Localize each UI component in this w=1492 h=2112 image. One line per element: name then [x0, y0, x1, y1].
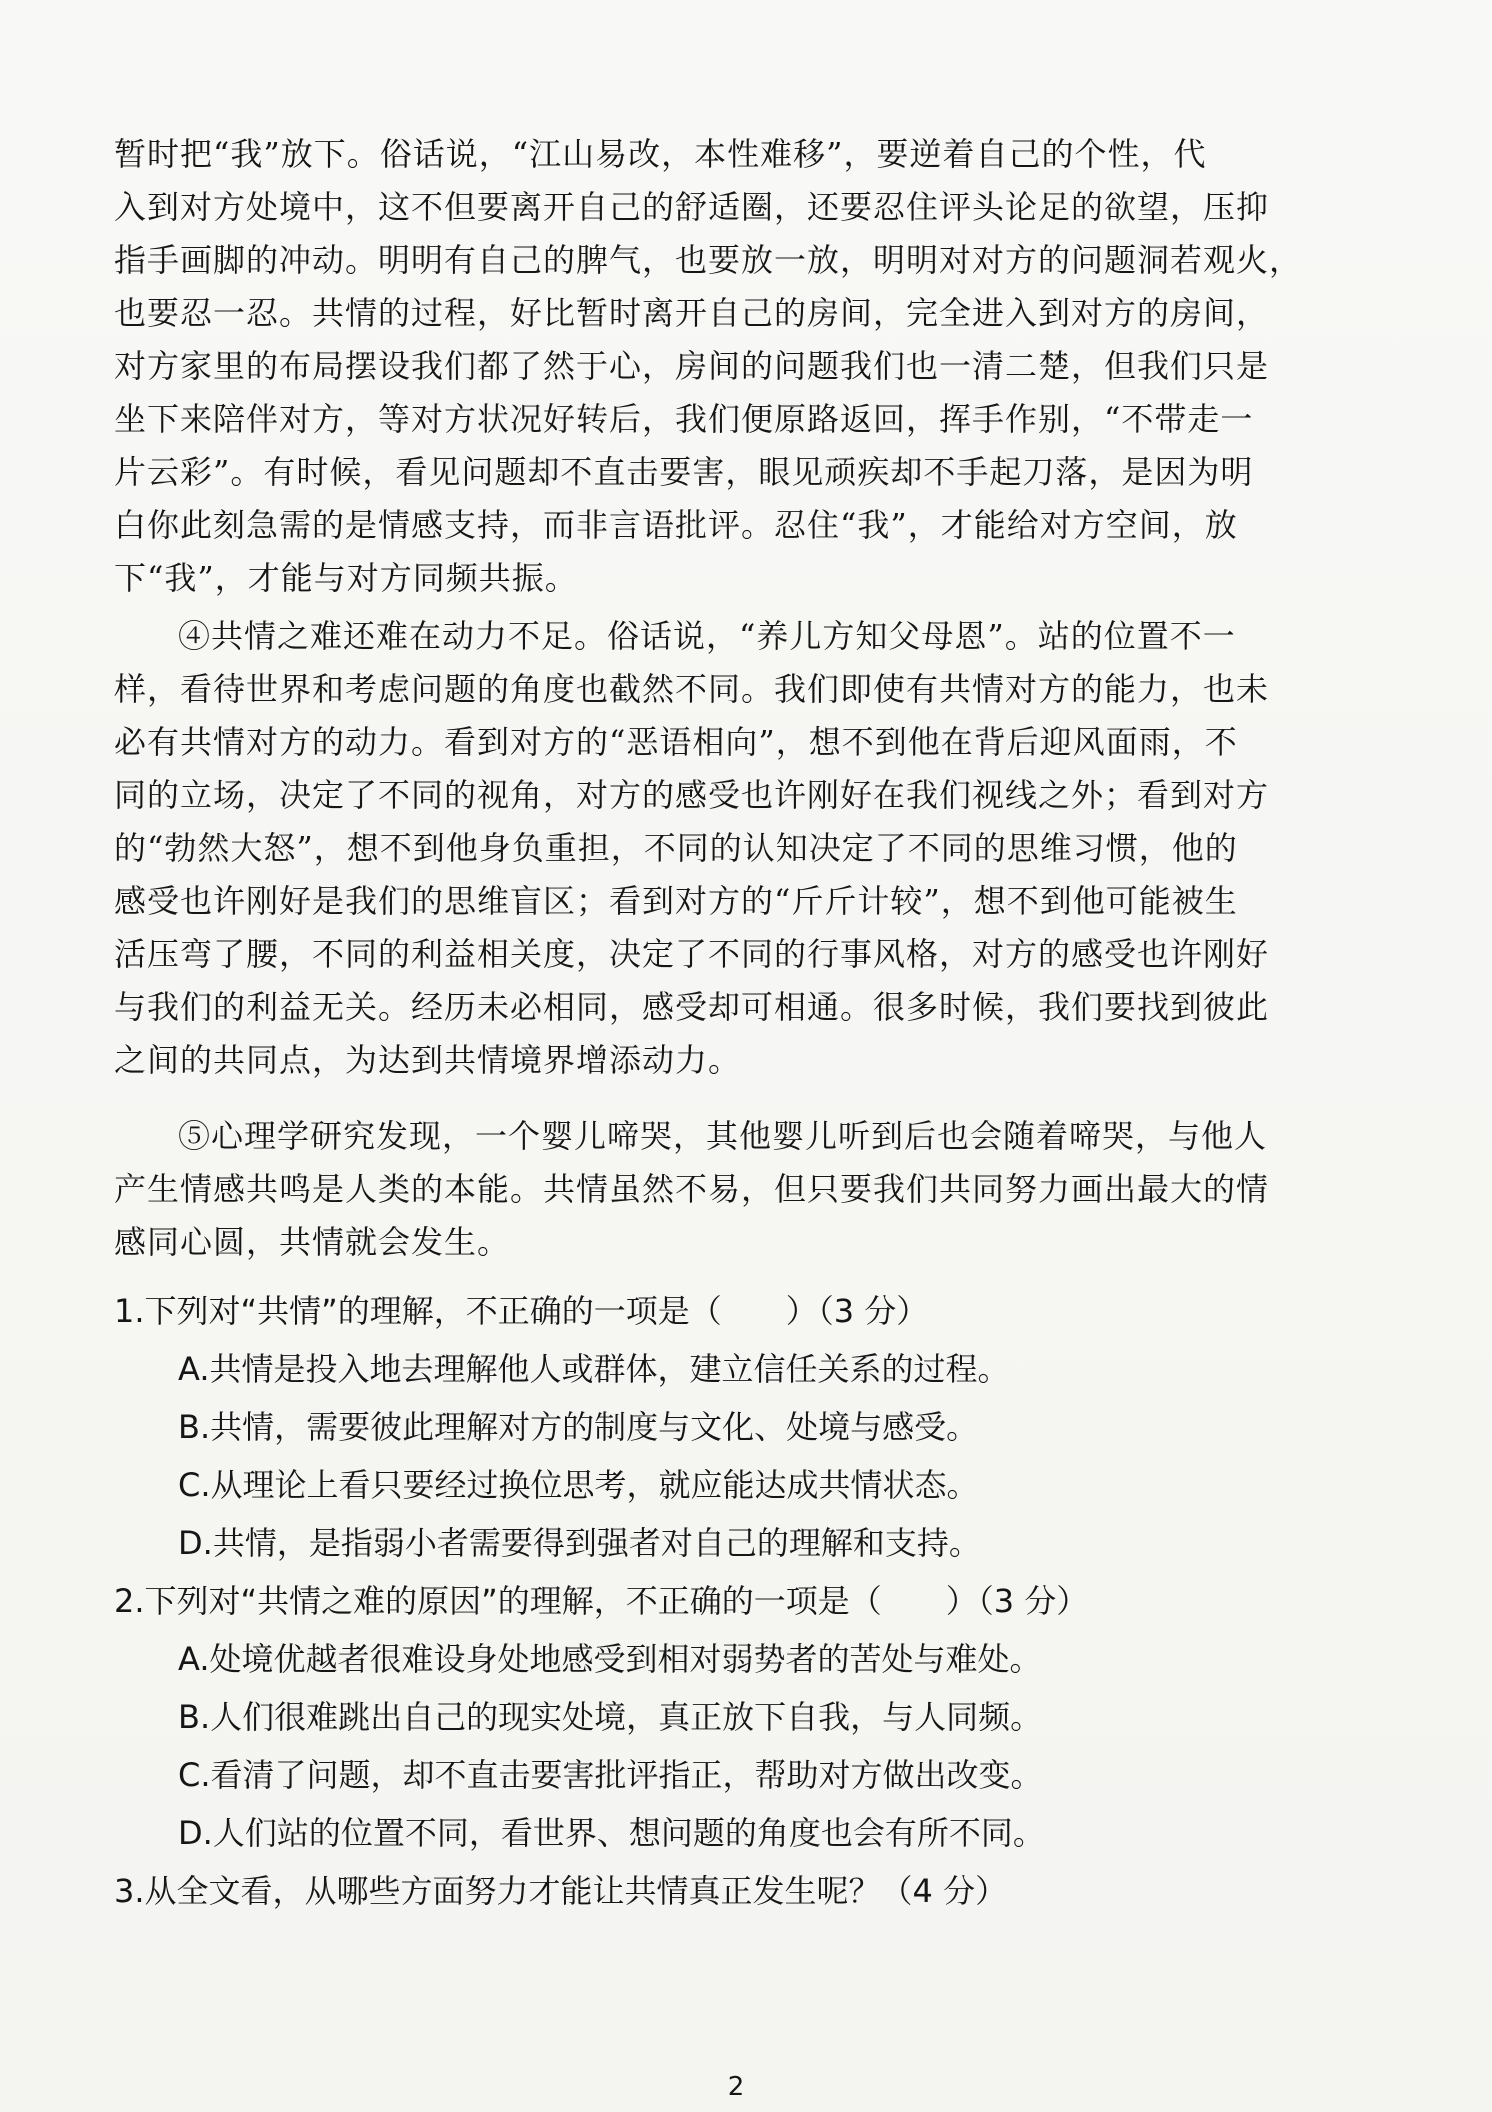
question-1-stem: 1.下列对“共情”的理解，不正确的一项是（ ）（3 分） [114, 1292, 929, 1330]
question-1-option-d: D.共情，是指弱小者需要得到强者对自己的理解和支持。 [178, 1524, 981, 1562]
text-line: 片云彩”。有时候，看见问题却不直击要害，眼见顽疾却不手起刀落，是因为明 [114, 453, 1254, 491]
text-line: ⑤心理学研究发现，一个婴儿啼哭，其他婴儿听到后也会随着啼哭，与他人 [178, 1117, 1268, 1155]
text-line: 必有共情对方的动力。看到对方的“恶语相向”，想不到他在背后迎风面雨，不 [114, 723, 1238, 761]
question-2-option-b: B.人们很难跳出自己的现实处境，真正放下自我，与人同频。 [178, 1698, 1043, 1736]
text-line: 的“勃然大怒”，想不到他身负重担，不同的认知决定了不同的思维习惯，他的 [114, 829, 1238, 867]
question-2-option-a: A.处境优越者很难设身处地感受到相对弱势者的苦处与难处。 [178, 1640, 1042, 1678]
question-1-option-c: C.从理论上看只要经过换位思考，就应能达成共情状态。 [178, 1466, 979, 1504]
paragraph-3-continued [114, 128, 1303, 605]
paragraph-5 [114, 1110, 1294, 1269]
question-2-option-d: D.人们站的位置不同，看世界、想问题的角度也会有所不同。 [178, 1814, 1045, 1852]
text-line: 之间的共同点，为达到共情境界增添动力。 [114, 1041, 742, 1079]
questions-section [114, 1282, 1314, 1920]
text-line: 产生情感共鸣是人类的本能。共情虽然不易，但只要我们共同努力画出最大的情 [114, 1170, 1270, 1208]
text-line: 活压弯了腰，不同的利益相关度，决定了不同的行事风格，对方的感受也许刚好 [114, 935, 1270, 973]
question-2-stem: 2.下列对“共情之难的原因”的理解，不正确的一项是（ ）（3 分） [114, 1582, 1089, 1620]
text-line: 感受也许刚好是我们的思维盲区；看到对方的“斤斤计较”，想不到他可能被生 [114, 882, 1238, 920]
question-2-option-c: C.看清了问题，却不直击要害批评指正，帮助对方做出改变。 [178, 1756, 1043, 1794]
text-line: 入到对方处境中，这不但要离开自己的舒适圈，还要忍住评头论足的欲望，压抑 [114, 188, 1270, 226]
text-line: 暂时把“我”放下。俗话说，“江山易改，本性难移”，要逆着自己的个性，代 [114, 135, 1207, 173]
text-line: 与我们的利益无关。经历未必相同，感受却可相通。很多时候，我们要找到彼此 [114, 988, 1270, 1026]
text-line: 白你此刻急需的是情感支持，而非言语批评。忍住“我”，才能给对方空间，放 [114, 506, 1238, 544]
question-1-option-b: B.共情，需要彼此理解对方的制度与文化、处境与感受。 [178, 1408, 979, 1446]
text-line: 样，看待世界和考虑问题的角度也截然不同。我们即使有共情对方的能力，也未 [114, 670, 1270, 708]
text-line: 指手画脚的冲动。明明有自己的脾气，也要放一放，明明对对方的问题洞若观火， [114, 241, 1303, 279]
page-number: 2 [727, 2072, 745, 2102]
paragraph-4 [114, 610, 1294, 1087]
text-line: 下“我”，才能与对方同频共振。 [114, 559, 578, 597]
text-line: 同的立场，决定了不同的视角，对方的感受也许刚好在我们视线之外；看到对方 [114, 776, 1270, 814]
question-3-stem: 3.从全文看，从哪些方面努力才能让共情真正发生呢？（4 分） [114, 1872, 1008, 1910]
question-1-option-a: A.共情是投入地去理解他人或群体，建立信任关系的过程。 [178, 1350, 1010, 1388]
text-line: 感同心圆，共情就会发生。 [114, 1223, 511, 1261]
text-line: 对方家里的布局摆设我们都了然于心，房间的问题我们也一清二楚，但我们只是 [114, 347, 1270, 385]
text-line: 坐下来陪伴对方，等对方状况好转后，我们便原路返回，挥手作别，“不带走一 [114, 400, 1254, 438]
text-line: ④共情之难还难在动力不足。俗话说，“养儿方知父母恩”。站的位置不一 [178, 617, 1236, 655]
text-line: 也要忍一忍。共情的过程，好比暂时离开自己的房间，完全进入到对方的房间， [114, 294, 1270, 332]
